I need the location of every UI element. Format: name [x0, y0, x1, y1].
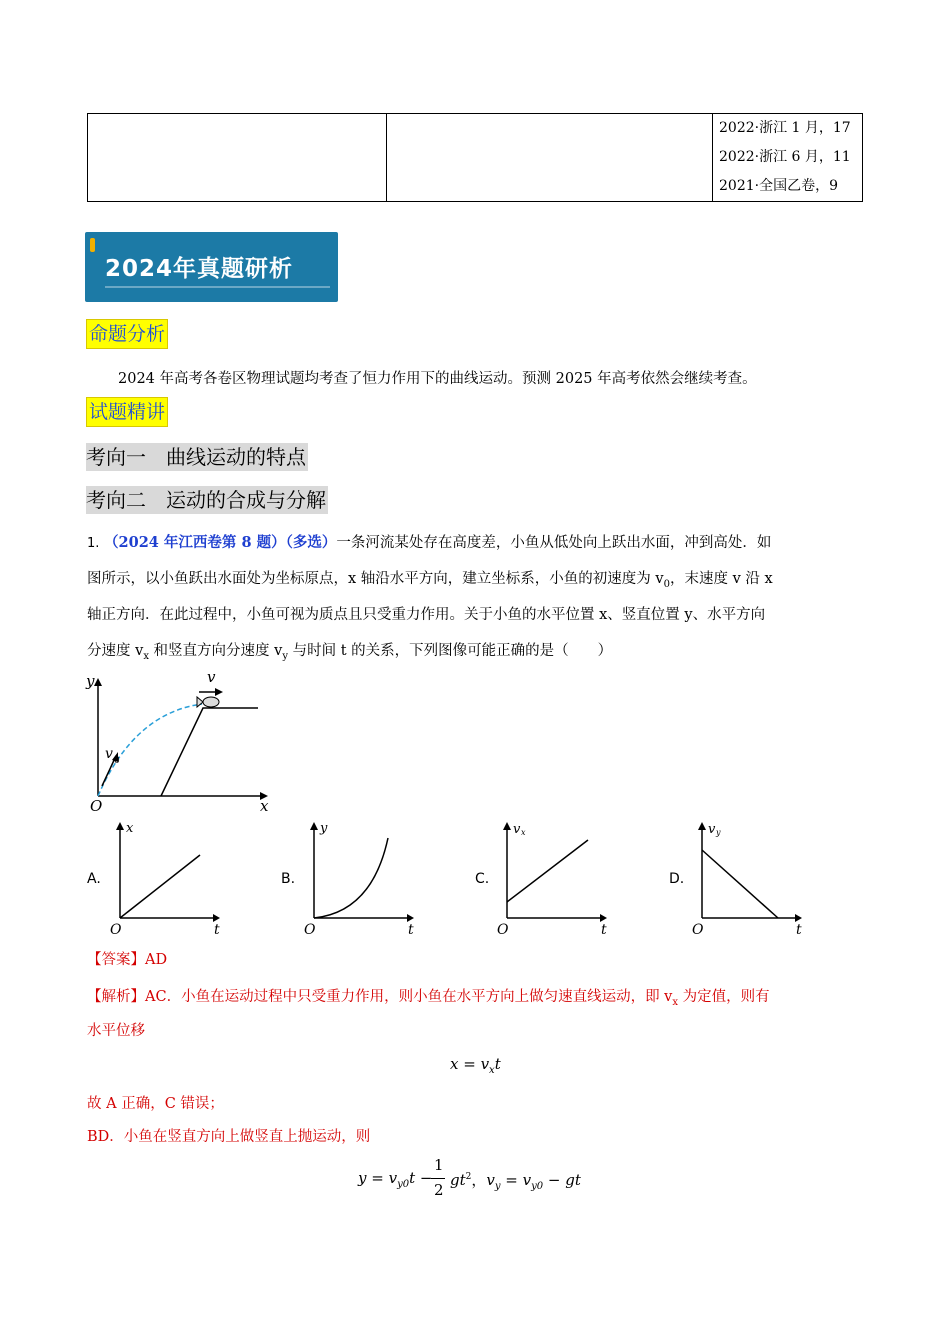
question-number: 1.: [87, 536, 100, 551]
option-a-graph: [108, 820, 228, 938]
t-axis-arrow: [407, 914, 414, 922]
graph-line: [507, 840, 588, 902]
table-row: 2022·浙江 1 月，17: [719, 120, 851, 136]
equation-subscript: y: [494, 1181, 501, 1192]
y-axis-arrow: [698, 822, 706, 830]
option-b-label: B.: [281, 871, 296, 887]
y-axis-label: v: [708, 822, 716, 837]
equation-separator: ，: [471, 1171, 487, 1189]
graph-curve: [314, 838, 388, 918]
equation-subscript: y0: [531, 1181, 544, 1192]
graph-line: [120, 855, 200, 918]
origin-label: O: [692, 922, 704, 938]
solution-line-4: BD．小鱼在竖直方向上做竖直上抛运动，则: [87, 1129, 371, 1145]
t-axis-label: t: [214, 922, 220, 938]
t-axis-label: t: [601, 922, 607, 938]
equation-text: = v: [500, 1171, 532, 1189]
question-text: 一条河流某处存在高度差，小鱼从低处向上跃出水面，冲到高处．如: [336, 535, 772, 551]
t-axis-arrow: [213, 914, 220, 922]
y-axis-label: v: [513, 822, 521, 837]
equation-text: [450, 1169, 581, 1192]
axis-y-label: y: [86, 672, 95, 690]
t-axis-arrow: [600, 914, 607, 922]
table-cell-years: [713, 114, 862, 201]
origin-label: O: [110, 922, 122, 938]
y-axis-arrow: [310, 822, 318, 830]
analysis-text: 2024 年高考各卷区物理试题均考查了恒力作用下的曲线运动。预测 2025 年高考依然会继续考查。: [118, 371, 757, 387]
fish-icon: [203, 697, 219, 707]
question-line-1: [87, 531, 771, 552]
direction-1: 考向一 曲线运动的特点: [86, 445, 306, 469]
equation-text: gt: [450, 1171, 466, 1189]
table-row: 2021·全国乙卷，9: [719, 178, 838, 194]
trajectory-curve: [98, 704, 202, 796]
question-text: 和竖直方向分速度 v: [148, 643, 283, 659]
option-d-label: D.: [669, 871, 685, 887]
solution-line-1: 【解析】AC．小鱼在运动过程中只受重力作用，则小鱼在水平方向上做匀速直线运动，即 $v_x$ 为定值，则有: [87, 989, 770, 1008]
equation-1: [450, 1055, 501, 1076]
solution-line-2: 水平位移: [87, 1023, 145, 1039]
v-label: v: [207, 668, 216, 686]
equation-subscript: y0: [397, 1179, 410, 1190]
option-d-graph: [690, 820, 810, 938]
option-a-label: A.: [87, 871, 101, 887]
banner-accent: [90, 238, 95, 252]
equation-text: t −: [409, 1169, 433, 1187]
axis-x-label: x: [260, 797, 269, 815]
equation-subscript: x: [489, 1065, 495, 1076]
equation-superscript: 2: [465, 1172, 472, 1182]
question-line-2: 图所示，以小鱼跃出水面处为坐标原点，x 轴沿水平方向，建立坐标系，小鱼的初速度为 $v_0$，末速度 v 沿 x: [87, 571, 773, 590]
origin-label: O: [304, 922, 316, 938]
question-text: ，末速度 v 沿 x: [669, 571, 773, 587]
origin-label: O: [90, 797, 103, 815]
y-axis-label: y: [320, 821, 328, 836]
y-axis-subscript: x: [521, 828, 526, 837]
t-axis-label: t: [408, 922, 414, 938]
y-axis-label: x: [126, 821, 134, 836]
question-source: （2024 年江西卷第 8 题）（多选）: [104, 534, 337, 551]
v-arrow: [215, 688, 223, 696]
answer-label: 【答案】AD: [87, 952, 168, 968]
option-c-label: C.: [475, 871, 490, 887]
question-text: 图所示，以小鱼跃出水面处为坐标原点，x 轴沿水平方向，建立坐标系，小鱼的初速度为 v: [87, 571, 664, 587]
fish-jump-figure: [84, 668, 284, 818]
tag-explain: 试题精讲: [86, 397, 168, 427]
y-axis-arrow: [116, 822, 124, 830]
v0-label: v: [105, 746, 113, 762]
equation-text: v: [486, 1171, 495, 1189]
solution-text: 【解析】AC．小鱼在运动过程中只受重力作用，则小鱼在水平方向上做匀速直线运动，即 v: [87, 989, 673, 1005]
table-row: 2022·浙江 6 月，11: [719, 149, 851, 165]
equation-text: x = v: [450, 1055, 490, 1073]
question-line-3: 轴正方向．在此过程中，小鱼可视为质点且只受重力作用。关于小鱼的水平位置 x、竖直位置 y、水平方向: [87, 607, 766, 623]
option-b-graph: [302, 820, 422, 938]
t-axis-arrow: [795, 914, 802, 922]
banner-title: 2024年真题研析: [105, 256, 294, 282]
fish-tail: [197, 697, 203, 707]
v0-subscript: 0: [114, 756, 120, 766]
graph-line: [702, 850, 778, 918]
equation-text: y = v: [358, 1169, 398, 1187]
banner-underline: [105, 286, 330, 288]
tag-analysis: 命题分析: [86, 319, 168, 349]
origin-label: O: [497, 922, 509, 938]
t-axis-label: t: [796, 922, 802, 938]
reference-table: [87, 113, 863, 202]
section-banner: [85, 232, 338, 302]
y-axis-arrow: [503, 822, 511, 830]
direction-2: 考向二 运动的合成与分解: [86, 488, 326, 512]
equation-text: − gt: [543, 1171, 581, 1189]
question-text: 与时间 t 的关系，下列图像可能正确的是（ ）: [288, 643, 613, 659]
fraction-denominator: 2: [434, 1181, 444, 1199]
river-bank: [161, 708, 258, 796]
equation-text: [358, 1169, 432, 1190]
table-divider: [386, 114, 387, 201]
equation-text: t: [494, 1055, 501, 1073]
y-axis-arrow: [94, 678, 102, 686]
solution-text: 为定值，则有: [678, 989, 770, 1005]
fraction-numerator: 1: [434, 1156, 444, 1174]
fraction-bar: [431, 1178, 445, 1179]
question-text: 分速度 v: [87, 643, 144, 659]
option-c-graph: [495, 820, 615, 938]
question-line-4: 分速度 $v_x$ 和竖直方向分速度 $v_y$ 与时间 t 的关系，下列图像可能正确的是（ ）: [87, 643, 613, 662]
solution-line-3: 故 A 正确，C 错误；: [87, 1096, 224, 1112]
y-axis-subscript: y: [716, 828, 721, 837]
